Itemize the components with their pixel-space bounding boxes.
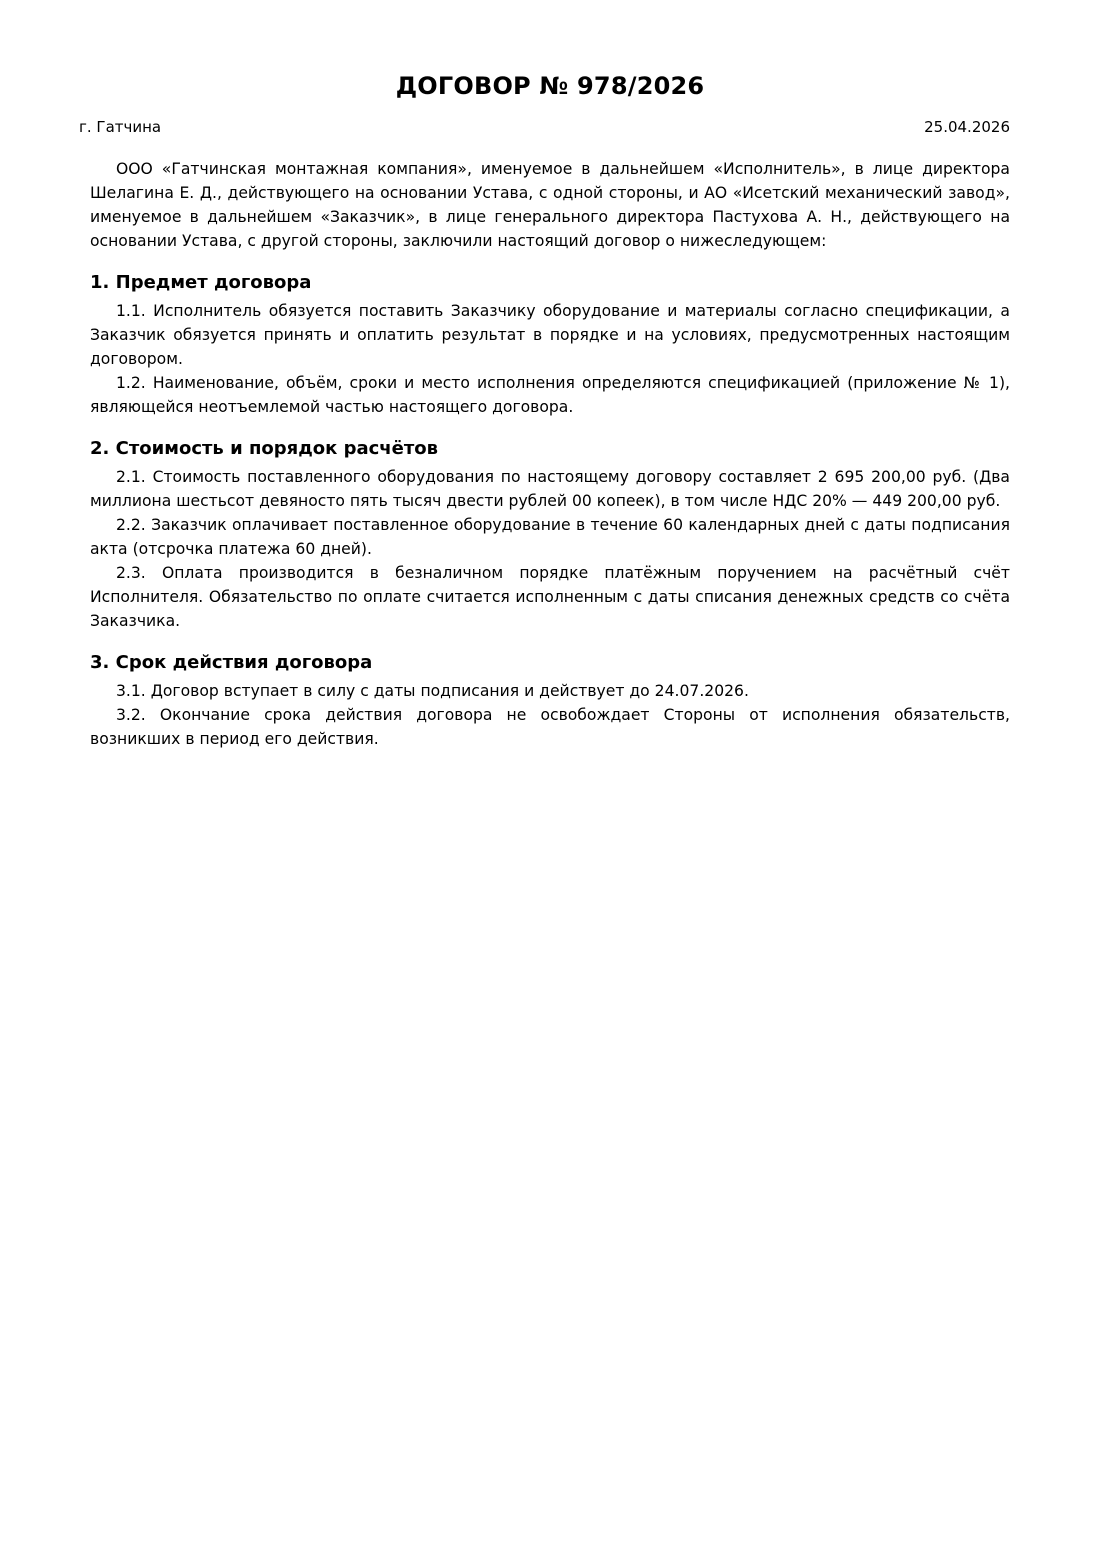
section-title: 3. Срок действия договора xyxy=(90,652,373,673)
city: г. Гатчина xyxy=(79,118,162,136)
document-title: ДОГОВОР № 978/2026 xyxy=(395,72,705,100)
clause: 2.1. Стоимость поставленного оборудования по настоящему договору составляет 2 695 200,00 руб. (Два миллиона шестьсот девяносто пять тысяч двести рублей 00 копеек), в том числе НДС 20% — 449 200,00 руб. xyxy=(90,468,1010,510)
clause: 1.2. Наименование, объём, сроки и место исполнения определяются спецификацией (приложение № 1), являющейся неотъемлемой частью настоящего договора. xyxy=(90,374,1010,416)
clause: 2.2. Заказчик оплачивает поставленное оборудование в течение 60 календарных дней с даты подписания акта (отсрочка платежа 60 дней). xyxy=(90,516,1010,558)
contract-date: 25.04.2026 xyxy=(924,118,1010,136)
preamble: ООО «Гатчинская монтажная компания», именуемое в дальнейшем «Исполнитель», в лице директора Шелагина Е. Д., действующего на основании Устава, с одной стороны, и АО «Исетский механический завод», именуемое в дальнейшем «Заказчик», в лице генерального директора Пастухова А. Н., действующего на основании Устава, с другой стороны, заключили настоящий договор о нижеследующем: xyxy=(90,160,1010,250)
section-title: 2. Стоимость и порядок расчётов xyxy=(90,438,439,459)
clause: 3.1. Договор вступает в силу с даты подписания и действует до 24.07.2026. xyxy=(116,682,749,700)
contract-body xyxy=(90,157,1010,751)
section-title: 1. Предмет договора xyxy=(90,272,312,293)
place-date-row xyxy=(79,118,1010,136)
clause: 2.3. Оплата производится в безналичном порядке платёжным поручением на расчётный счёт Исполнителя. Обязательство по оплате считается исполненным с даты списания денежных средств со счёта Заказчика. xyxy=(90,564,1010,630)
clause: 1.1. Исполнитель обязуется поставить Заказчику оборудование и материалы согласно спецификации, а Заказчик обязуется принять и оплатить результат в порядке и на условиях, предусмотренных настоящим договором. xyxy=(90,302,1010,368)
clause: 3.2. Окончание срока действия договора не освобождает Стороны от исполнения обязательств, возникших в период его действия. xyxy=(90,706,1010,748)
